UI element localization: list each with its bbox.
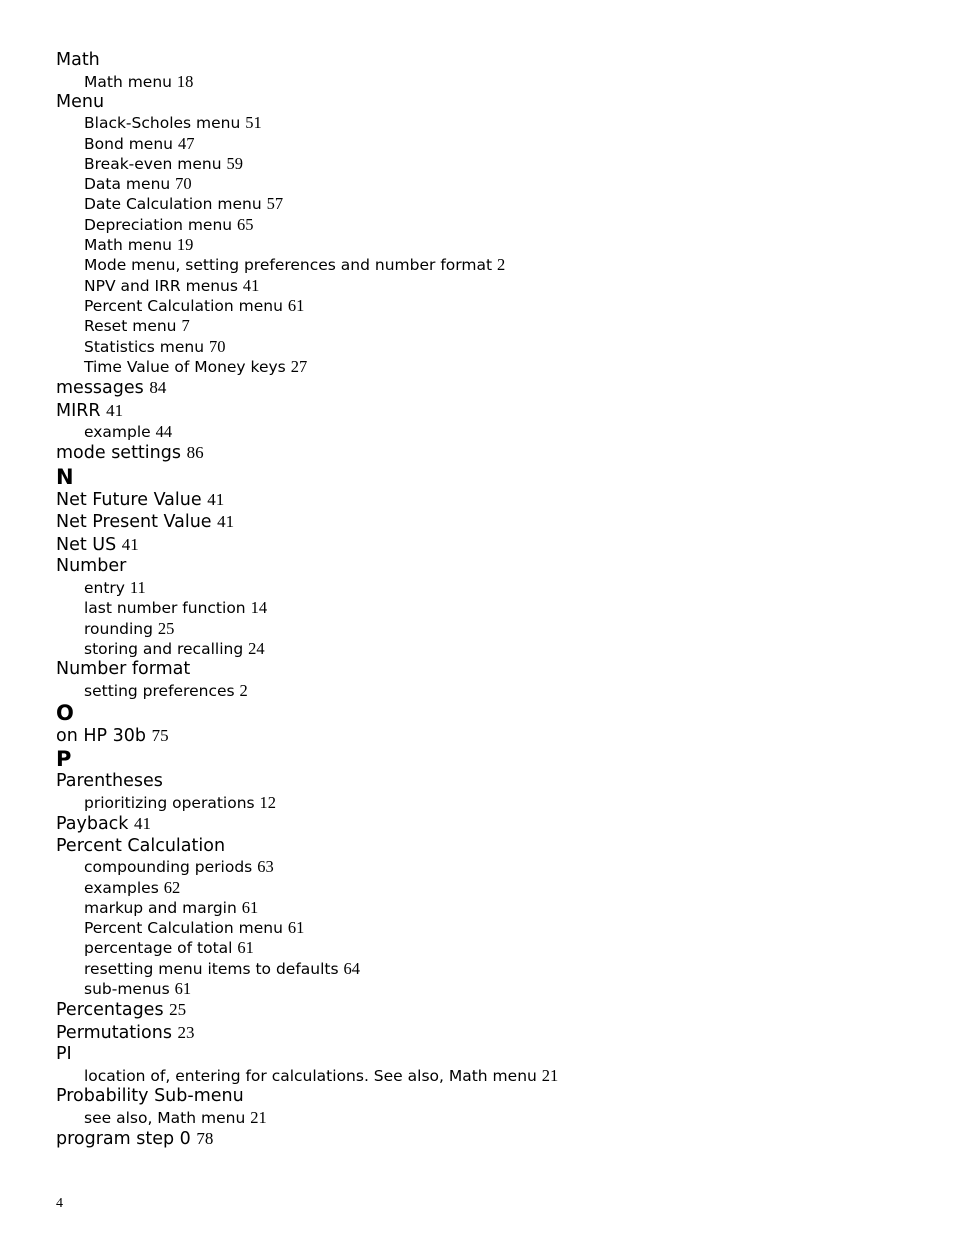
index-term: prioritizing operations	[84, 793, 255, 812]
index-subentry	[84, 598, 916, 618]
index-term: Number	[56, 556, 127, 577]
index-term: Net Future Value	[56, 489, 202, 510]
index-subentry	[84, 619, 916, 639]
index-subentry	[84, 276, 916, 296]
index-subentry	[84, 918, 916, 938]
index-term: percentage of total	[84, 939, 233, 958]
index-entry	[56, 1044, 916, 1066]
index-term: Net Present Value	[56, 512, 212, 533]
index-page-ref: 62	[163, 877, 181, 897]
index-entry	[56, 489, 916, 512]
index-term: Probability Sub-menu	[56, 1086, 244, 1107]
index-term: Data menu	[84, 175, 171, 194]
index-term: storing and recalling	[84, 639, 244, 658]
index-page-ref: 65	[237, 214, 254, 234]
index-term: Parentheses	[56, 771, 163, 792]
index-subentry	[84, 938, 916, 958]
index-term: messages	[56, 378, 144, 399]
index-page-ref: 84	[149, 378, 167, 398]
index-term: mode settings	[56, 443, 181, 464]
index-term: entry	[84, 578, 125, 597]
index-entry	[56, 511, 916, 534]
index-page-ref: 25	[157, 618, 175, 638]
index-entry	[56, 725, 916, 748]
index-page-ref: 70	[175, 174, 192, 194]
index-entry	[56, 813, 916, 836]
index-entry	[56, 377, 916, 400]
index-term: Percent Calculation	[56, 835, 226, 856]
index-subentry	[84, 793, 916, 813]
index-term: resetting menu items to defaults	[84, 959, 339, 978]
index-subentry	[84, 979, 916, 999]
index-page-ref: 63	[257, 857, 274, 877]
index-term: NPV and IRR menus	[84, 276, 238, 295]
index-term: examples	[84, 878, 159, 897]
index-term: location of, entering for calculations. See also, Math menu	[84, 1066, 537, 1085]
index-page-ref: 78	[196, 1128, 214, 1148]
index-page-ref: 2	[239, 680, 248, 700]
index-term: Menu	[56, 91, 105, 112]
index-section-letter: P	[56, 747, 72, 772]
index-page-ref: 61	[174, 979, 192, 999]
index-subentry	[84, 878, 916, 898]
index-page-ref: 61	[241, 897, 259, 917]
index-term: Bond menu	[84, 134, 173, 153]
index-subentry	[84, 316, 916, 336]
index-entry	[56, 400, 916, 423]
index-page-ref: 64	[343, 958, 360, 978]
index-page-ref: 41	[121, 534, 139, 554]
index-term: Math menu	[84, 72, 172, 91]
index-term: Reset menu	[84, 317, 177, 336]
index-page-ref: 11	[129, 577, 146, 597]
page-number: 4	[56, 1196, 63, 1211]
index-page-ref: 61	[287, 918, 305, 938]
index-subentry	[84, 235, 916, 255]
index-page-ref: 24	[248, 638, 265, 658]
index-subentry	[84, 337, 916, 357]
index-term: Mode menu, setting preferences and number format	[84, 256, 493, 275]
index-term: on HP 30b	[56, 725, 147, 746]
index-subentry	[84, 134, 916, 154]
index-entry	[56, 442, 916, 465]
index-term: Statistics menu	[84, 337, 205, 356]
index-entry	[56, 1022, 916, 1045]
index-page-ref: 19	[176, 235, 194, 255]
index-page-ref: 61	[287, 295, 305, 315]
index-term: Date Calculation menu	[84, 195, 262, 214]
index-term: Number format	[56, 659, 191, 680]
index-page-ref: 27	[290, 356, 308, 376]
index-page-ref: 14	[250, 598, 268, 618]
index-page-ref: 41	[207, 489, 225, 509]
index-subentry	[84, 296, 916, 316]
index-term: rounding	[84, 619, 153, 638]
index-term: Net US	[56, 534, 117, 555]
index-entry	[56, 1128, 916, 1151]
index-entry	[56, 659, 916, 681]
index-term: Payback	[56, 814, 129, 835]
index-section-letter: N	[56, 464, 74, 489]
index-page-ref: 21	[250, 1107, 267, 1127]
index-page-ref: 2	[496, 255, 506, 275]
index-term: Permutations	[56, 1022, 172, 1043]
index-page-ref: 70	[209, 336, 226, 356]
index-term: example	[84, 423, 151, 442]
index-term: Black-Scholes menu	[84, 114, 241, 133]
index-subentry	[84, 898, 916, 918]
index-page-ref: 41	[217, 512, 235, 532]
index-term: last number function	[84, 599, 246, 618]
index-page-ref: 41	[106, 400, 124, 420]
index-term: program step 0	[56, 1128, 191, 1149]
index-page-ref: 86	[186, 443, 204, 463]
index-term: Percentages	[56, 1000, 164, 1021]
index-entry	[56, 1086, 916, 1108]
index-page-ref: 23	[177, 1022, 195, 1042]
index-term: Depreciation menu	[84, 215, 233, 234]
index-entry	[56, 92, 916, 114]
index-term: Percent Calculation menu	[84, 919, 283, 938]
index-term: PI	[56, 1044, 72, 1065]
index-page-ref: 41	[134, 814, 152, 834]
index-subentry	[84, 578, 916, 598]
index-page-ref: 25	[169, 1000, 187, 1020]
index-entry	[56, 556, 916, 578]
index-entry	[56, 771, 916, 793]
index-term: setting preferences	[84, 681, 235, 700]
index-subentry	[84, 422, 916, 442]
index-subentry	[84, 113, 916, 133]
index-section-letter: O	[56, 700, 74, 725]
index-subentry	[84, 1066, 916, 1086]
index-term: Percent Calculation menu	[84, 296, 283, 315]
index-list	[56, 50, 916, 1150]
index-page-ref: 44	[155, 422, 173, 442]
index-subentry	[84, 255, 916, 275]
index-term: see also, Math menu	[84, 1108, 246, 1127]
index-entry	[56, 836, 916, 858]
index-page-ref: 21	[541, 1065, 559, 1085]
index-page-ref: 51	[245, 113, 262, 133]
index-page-ref: 47	[177, 133, 195, 153]
index-term: Math	[56, 50, 100, 70]
index-page-ref: 7	[181, 316, 190, 336]
index-term: markup and margin	[84, 898, 237, 917]
index-page-ref: 12	[259, 792, 277, 812]
index-term: Time Value of Money keys	[84, 357, 286, 376]
index-subentry	[84, 72, 916, 92]
index-page-ref: 75	[151, 725, 169, 745]
index-page-ref: 57	[266, 194, 284, 214]
index-subentry	[84, 357, 916, 377]
index-term: Math menu	[84, 236, 172, 255]
index-entry	[56, 534, 916, 557]
index-subentry	[84, 959, 916, 979]
index-term: Break-even menu	[84, 154, 222, 173]
index-term: MIRR	[56, 400, 101, 421]
index-term: sub-menus	[84, 980, 170, 999]
index-subentry	[84, 194, 916, 214]
index-subentry	[84, 681, 916, 701]
index-page-ref: 61	[237, 938, 254, 958]
index-subentry	[84, 154, 916, 174]
index-subentry	[84, 215, 916, 235]
index-subentry	[84, 174, 916, 194]
index-subentry	[84, 857, 916, 877]
index-entry	[56, 999, 916, 1022]
index-page-ref: 41	[242, 275, 260, 295]
index-subentry	[84, 639, 916, 659]
index-subentry	[84, 1108, 916, 1128]
index-term: compounding periods	[84, 858, 253, 877]
index-entry	[56, 50, 916, 72]
index-page-ref: 59	[226, 153, 243, 173]
index-page-ref: 18	[176, 71, 194, 91]
